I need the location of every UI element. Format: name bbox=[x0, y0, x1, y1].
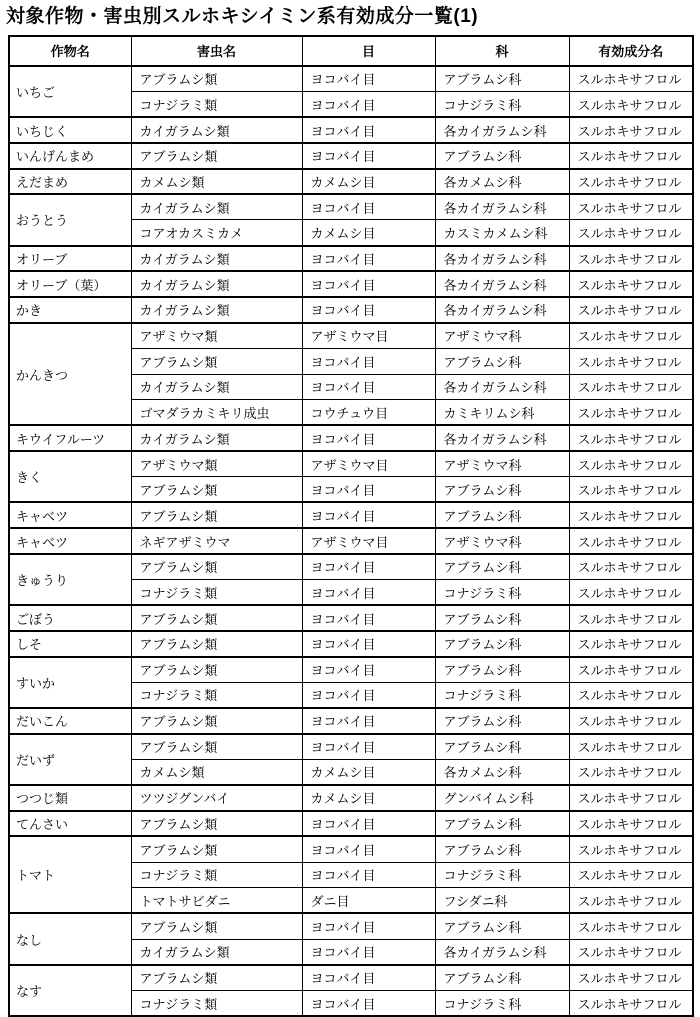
order-cell: ヨコバイ目 bbox=[302, 143, 435, 169]
ingredient-cell: スルホキサフロル bbox=[569, 862, 693, 888]
col-header-order: 目 bbox=[302, 36, 435, 66]
pest-cell: カイガラムシ類 bbox=[131, 297, 302, 323]
family-cell: 各カイガラムシ科 bbox=[435, 939, 569, 965]
col-header-crop: 作物名 bbox=[9, 36, 131, 66]
ingredient-cell: スルホキサフロル bbox=[569, 169, 693, 195]
ingredient-cell: スルホキサフロル bbox=[569, 657, 693, 683]
crop-cell: つつじ類 bbox=[9, 785, 131, 811]
order-cell: ヨコバイ目 bbox=[302, 374, 435, 400]
col-header-family: 科 bbox=[435, 36, 569, 66]
crop-cell: すいか bbox=[9, 657, 131, 708]
ingredient-cell: スルホキサフロル bbox=[569, 400, 693, 426]
ingredient-cell: スルホキサフロル bbox=[569, 194, 693, 220]
pest-cell: ツツジグンバイ bbox=[131, 785, 302, 811]
pest-cell: アブラムシ類 bbox=[131, 502, 302, 528]
table-row bbox=[9, 657, 693, 683]
crop-cell: えだまめ bbox=[9, 169, 131, 195]
order-cell: カメムシ目 bbox=[302, 759, 435, 785]
family-cell: アブラムシ科 bbox=[435, 913, 569, 939]
order-cell: ヨコバイ目 bbox=[302, 862, 435, 888]
crop-cell: キウイフルーツ bbox=[9, 425, 131, 451]
family-cell: コナジラミ科 bbox=[435, 862, 569, 888]
ingredient-cell: スルホキサフロル bbox=[569, 297, 693, 323]
pest-cell: アブラムシ類 bbox=[131, 605, 302, 631]
crop-cell: オリーブ bbox=[9, 246, 131, 272]
crop-cell: かんきつ bbox=[9, 323, 131, 426]
ingredient-cell: スルホキサフロル bbox=[569, 348, 693, 374]
ingredient-cell: スルホキサフロル bbox=[569, 734, 693, 760]
crop-cell: オリーブ（葉） bbox=[9, 271, 131, 297]
family-cell: カスミカメムシ科 bbox=[435, 220, 569, 246]
ingredient-cell: スルホキサフロル bbox=[569, 143, 693, 169]
table-row bbox=[9, 451, 693, 477]
order-cell: ヨコバイ目 bbox=[302, 117, 435, 143]
family-cell: アブラムシ科 bbox=[435, 811, 569, 837]
table-row bbox=[9, 502, 693, 528]
order-cell: ダニ目 bbox=[302, 888, 435, 914]
table-row bbox=[9, 271, 693, 297]
crop-cell: なし bbox=[9, 913, 131, 964]
ingredient-cell: スルホキサフロル bbox=[569, 271, 693, 297]
order-cell: ヨコバイ目 bbox=[302, 91, 435, 117]
pest-cell: アブラムシ類 bbox=[131, 631, 302, 657]
family-cell: 各カイガラムシ科 bbox=[435, 271, 569, 297]
family-cell: コナジラミ科 bbox=[435, 682, 569, 708]
order-cell: ヨコバイ目 bbox=[302, 708, 435, 734]
order-cell: アザミウマ目 bbox=[302, 528, 435, 554]
pest-cell: カイガラムシ類 bbox=[131, 939, 302, 965]
table-row bbox=[9, 836, 693, 862]
table-row bbox=[9, 965, 693, 991]
pest-cell: カイガラムシ類 bbox=[131, 194, 302, 220]
table-header bbox=[9, 36, 693, 66]
col-header-ingredient: 有効成分名 bbox=[569, 36, 693, 66]
crop-cell: キャベツ bbox=[9, 502, 131, 528]
order-cell: ヨコバイ目 bbox=[302, 631, 435, 657]
table-row bbox=[9, 194, 693, 220]
pest-cell: アブラムシ類 bbox=[131, 66, 302, 92]
order-cell: ヨコバイ目 bbox=[302, 554, 435, 580]
order-cell: ヨコバイ目 bbox=[302, 657, 435, 683]
family-cell: グンバイムシ科 bbox=[435, 785, 569, 811]
crop-cell: ごぼう bbox=[9, 605, 131, 631]
family-cell: アブラムシ科 bbox=[435, 734, 569, 760]
order-cell: コウチュウ目 bbox=[302, 400, 435, 426]
table-row bbox=[9, 246, 693, 272]
family-cell: アブラムシ科 bbox=[435, 631, 569, 657]
order-cell: ヨコバイ目 bbox=[302, 682, 435, 708]
crop-cell: いちご bbox=[9, 66, 131, 117]
table-row bbox=[9, 811, 693, 837]
pest-cell: アブラムシ類 bbox=[131, 734, 302, 760]
pest-cell: トマトサビダニ bbox=[131, 888, 302, 914]
ingredient-cell: スルホキサフロル bbox=[569, 117, 693, 143]
order-cell: ヨコバイ目 bbox=[302, 502, 435, 528]
order-cell: ヨコバイ目 bbox=[302, 348, 435, 374]
pest-cell: コナジラミ類 bbox=[131, 91, 302, 117]
ingredient-cell: スルホキサフロル bbox=[569, 605, 693, 631]
crop-cell: いんげんまめ bbox=[9, 143, 131, 169]
ingredient-cell: スルホキサフロル bbox=[569, 888, 693, 914]
ingredient-cell: スルホキサフロル bbox=[569, 220, 693, 246]
ingredient-cell: スルホキサフロル bbox=[569, 554, 693, 580]
ingredient-cell: スルホキサフロル bbox=[569, 580, 693, 606]
order-cell: アザミウマ目 bbox=[302, 451, 435, 477]
family-cell: アブラムシ科 bbox=[435, 605, 569, 631]
order-cell: ヨコバイ目 bbox=[302, 580, 435, 606]
family-cell: フシダニ科 bbox=[435, 888, 569, 914]
family-cell: アブラムシ科 bbox=[435, 143, 569, 169]
ingredient-cell: スルホキサフロル bbox=[569, 323, 693, 349]
pest-cell: アブラムシ類 bbox=[131, 811, 302, 837]
pest-cell: アブラムシ類 bbox=[131, 657, 302, 683]
pest-cell: カイガラムシ類 bbox=[131, 246, 302, 272]
table-row bbox=[9, 169, 693, 195]
pest-cell: カイガラムシ類 bbox=[131, 271, 302, 297]
table-row bbox=[9, 528, 693, 554]
pest-cell: コナジラミ類 bbox=[131, 580, 302, 606]
order-cell: カメムシ目 bbox=[302, 785, 435, 811]
crop-cell: おうとう bbox=[9, 194, 131, 245]
table-row bbox=[9, 708, 693, 734]
order-cell: ヨコバイ目 bbox=[302, 939, 435, 965]
ingredient-cell: スルホキサフロル bbox=[569, 528, 693, 554]
family-cell: 各カイガラムシ科 bbox=[435, 246, 569, 272]
crop-pest-table bbox=[8, 35, 694, 1017]
pest-cell: ネギアザミウマ bbox=[131, 528, 302, 554]
family-cell: アザミウマ科 bbox=[435, 528, 569, 554]
pest-cell: アザミウマ類 bbox=[131, 323, 302, 349]
family-cell: 各カメムシ科 bbox=[435, 169, 569, 195]
family-cell: アブラムシ科 bbox=[435, 477, 569, 503]
ingredient-cell: スルホキサフロル bbox=[569, 91, 693, 117]
family-cell: アブラムシ科 bbox=[435, 657, 569, 683]
table-row bbox=[9, 143, 693, 169]
pest-cell: アブラムシ類 bbox=[131, 836, 302, 862]
ingredient-cell: スルホキサフロル bbox=[569, 502, 693, 528]
order-cell: カメムシ目 bbox=[302, 220, 435, 246]
order-cell: ヨコバイ目 bbox=[302, 836, 435, 862]
crop-cell: かき bbox=[9, 297, 131, 323]
order-cell: ヨコバイ目 bbox=[302, 734, 435, 760]
ingredient-cell: スルホキサフロル bbox=[569, 708, 693, 734]
table-row bbox=[9, 66, 693, 92]
family-cell: アブラムシ科 bbox=[435, 502, 569, 528]
order-cell: ヨコバイ目 bbox=[302, 811, 435, 837]
table-row bbox=[9, 785, 693, 811]
family-cell: アブラムシ科 bbox=[435, 836, 569, 862]
order-cell: ヨコバイ目 bbox=[302, 605, 435, 631]
ingredient-cell: スルホキサフロル bbox=[569, 425, 693, 451]
ingredient-cell: スルホキサフロル bbox=[569, 759, 693, 785]
order-cell: アザミウマ目 bbox=[302, 323, 435, 349]
family-cell: アブラムシ科 bbox=[435, 348, 569, 374]
order-cell: ヨコバイ目 bbox=[302, 913, 435, 939]
order-cell: ヨコバイ目 bbox=[302, 194, 435, 220]
family-cell: カミキリムシ科 bbox=[435, 400, 569, 426]
ingredient-cell: スルホキサフロル bbox=[569, 785, 693, 811]
order-cell: カメムシ目 bbox=[302, 169, 435, 195]
order-cell: ヨコバイ目 bbox=[302, 965, 435, 991]
table-row bbox=[9, 297, 693, 323]
table-row bbox=[9, 913, 693, 939]
table-row bbox=[9, 734, 693, 760]
family-cell: コナジラミ科 bbox=[435, 991, 569, 1017]
ingredient-cell: スルホキサフロル bbox=[569, 811, 693, 837]
crop-cell: だいず bbox=[9, 734, 131, 785]
table-row bbox=[9, 425, 693, 451]
header-row bbox=[9, 36, 693, 66]
pest-cell: アブラムシ類 bbox=[131, 348, 302, 374]
family-cell: アブラムシ科 bbox=[435, 965, 569, 991]
family-cell: アブラムシ科 bbox=[435, 554, 569, 580]
pest-cell: アブラムシ類 bbox=[131, 708, 302, 734]
family-cell: 各カイガラムシ科 bbox=[435, 117, 569, 143]
ingredient-cell: スルホキサフロル bbox=[569, 374, 693, 400]
pest-cell: カイガラムシ類 bbox=[131, 117, 302, 143]
family-cell: コナジラミ科 bbox=[435, 580, 569, 606]
order-cell: ヨコバイ目 bbox=[302, 297, 435, 323]
table-row bbox=[9, 323, 693, 349]
family-cell: 各カメムシ科 bbox=[435, 759, 569, 785]
crop-cell: きく bbox=[9, 451, 131, 502]
pest-cell: カイガラムシ類 bbox=[131, 425, 302, 451]
family-cell: アブラムシ科 bbox=[435, 708, 569, 734]
table-row bbox=[9, 554, 693, 580]
order-cell: ヨコバイ目 bbox=[302, 425, 435, 451]
crop-cell: トマト bbox=[9, 836, 131, 913]
pest-cell: アブラムシ類 bbox=[131, 143, 302, 169]
pest-cell: カイガラムシ類 bbox=[131, 374, 302, 400]
family-cell: 各カイガラムシ科 bbox=[435, 374, 569, 400]
crop-cell: なす bbox=[9, 965, 131, 1016]
crop-cell: てんさい bbox=[9, 811, 131, 837]
pest-cell: アブラムシ類 bbox=[131, 913, 302, 939]
pest-cell: ゴマダラカミキリ成虫 bbox=[131, 400, 302, 426]
family-cell: 各カイガラムシ科 bbox=[435, 194, 569, 220]
table-body bbox=[9, 66, 693, 1016]
ingredient-cell: スルホキサフロル bbox=[569, 836, 693, 862]
crop-cell: いちじく bbox=[9, 117, 131, 143]
pest-cell: アザミウマ類 bbox=[131, 451, 302, 477]
order-cell: ヨコバイ目 bbox=[302, 991, 435, 1017]
crop-cell: きゅうり bbox=[9, 554, 131, 605]
family-cell: コナジラミ科 bbox=[435, 91, 569, 117]
table-row bbox=[9, 117, 693, 143]
ingredient-cell: スルホキサフロル bbox=[569, 991, 693, 1017]
pest-cell: アブラムシ類 bbox=[131, 554, 302, 580]
ingredient-cell: スルホキサフロル bbox=[569, 913, 693, 939]
pest-cell: カメムシ類 bbox=[131, 169, 302, 195]
family-cell: アザミウマ科 bbox=[435, 323, 569, 349]
ingredient-cell: スルホキサフロル bbox=[569, 682, 693, 708]
crop-cell: キャベツ bbox=[9, 528, 131, 554]
table-row bbox=[9, 605, 693, 631]
family-cell: 各カイガラムシ科 bbox=[435, 425, 569, 451]
pest-cell: コアオカスミカメ bbox=[131, 220, 302, 246]
ingredient-cell: スルホキサフロル bbox=[569, 66, 693, 92]
ingredient-cell: スルホキサフロル bbox=[569, 451, 693, 477]
pest-cell: アブラムシ類 bbox=[131, 965, 302, 991]
crop-cell: だいこん bbox=[9, 708, 131, 734]
ingredient-cell: スルホキサフロル bbox=[569, 965, 693, 991]
ingredient-cell: スルホキサフロル bbox=[569, 246, 693, 272]
order-cell: ヨコバイ目 bbox=[302, 271, 435, 297]
pest-cell: コナジラミ類 bbox=[131, 862, 302, 888]
ingredient-cell: スルホキサフロル bbox=[569, 631, 693, 657]
crop-cell: しそ bbox=[9, 631, 131, 657]
pest-cell: アブラムシ類 bbox=[131, 477, 302, 503]
order-cell: ヨコバイ目 bbox=[302, 477, 435, 503]
family-cell: アブラムシ科 bbox=[435, 66, 569, 92]
ingredient-cell: スルホキサフロル bbox=[569, 939, 693, 965]
pest-cell: カメムシ類 bbox=[131, 759, 302, 785]
page-title: 対象作物・害虫別スルホキシイミン系有効成分一覧(1) bbox=[6, 6, 479, 27]
family-cell: 各カイガラムシ科 bbox=[435, 297, 569, 323]
family-cell: アザミウマ科 bbox=[435, 451, 569, 477]
col-header-pest: 害虫名 bbox=[131, 36, 302, 66]
table-row bbox=[9, 631, 693, 657]
order-cell: ヨコバイ目 bbox=[302, 66, 435, 92]
pest-cell: コナジラミ類 bbox=[131, 682, 302, 708]
ingredient-cell: スルホキサフロル bbox=[569, 477, 693, 503]
pest-cell: コナジラミ類 bbox=[131, 991, 302, 1017]
order-cell: ヨコバイ目 bbox=[302, 246, 435, 272]
